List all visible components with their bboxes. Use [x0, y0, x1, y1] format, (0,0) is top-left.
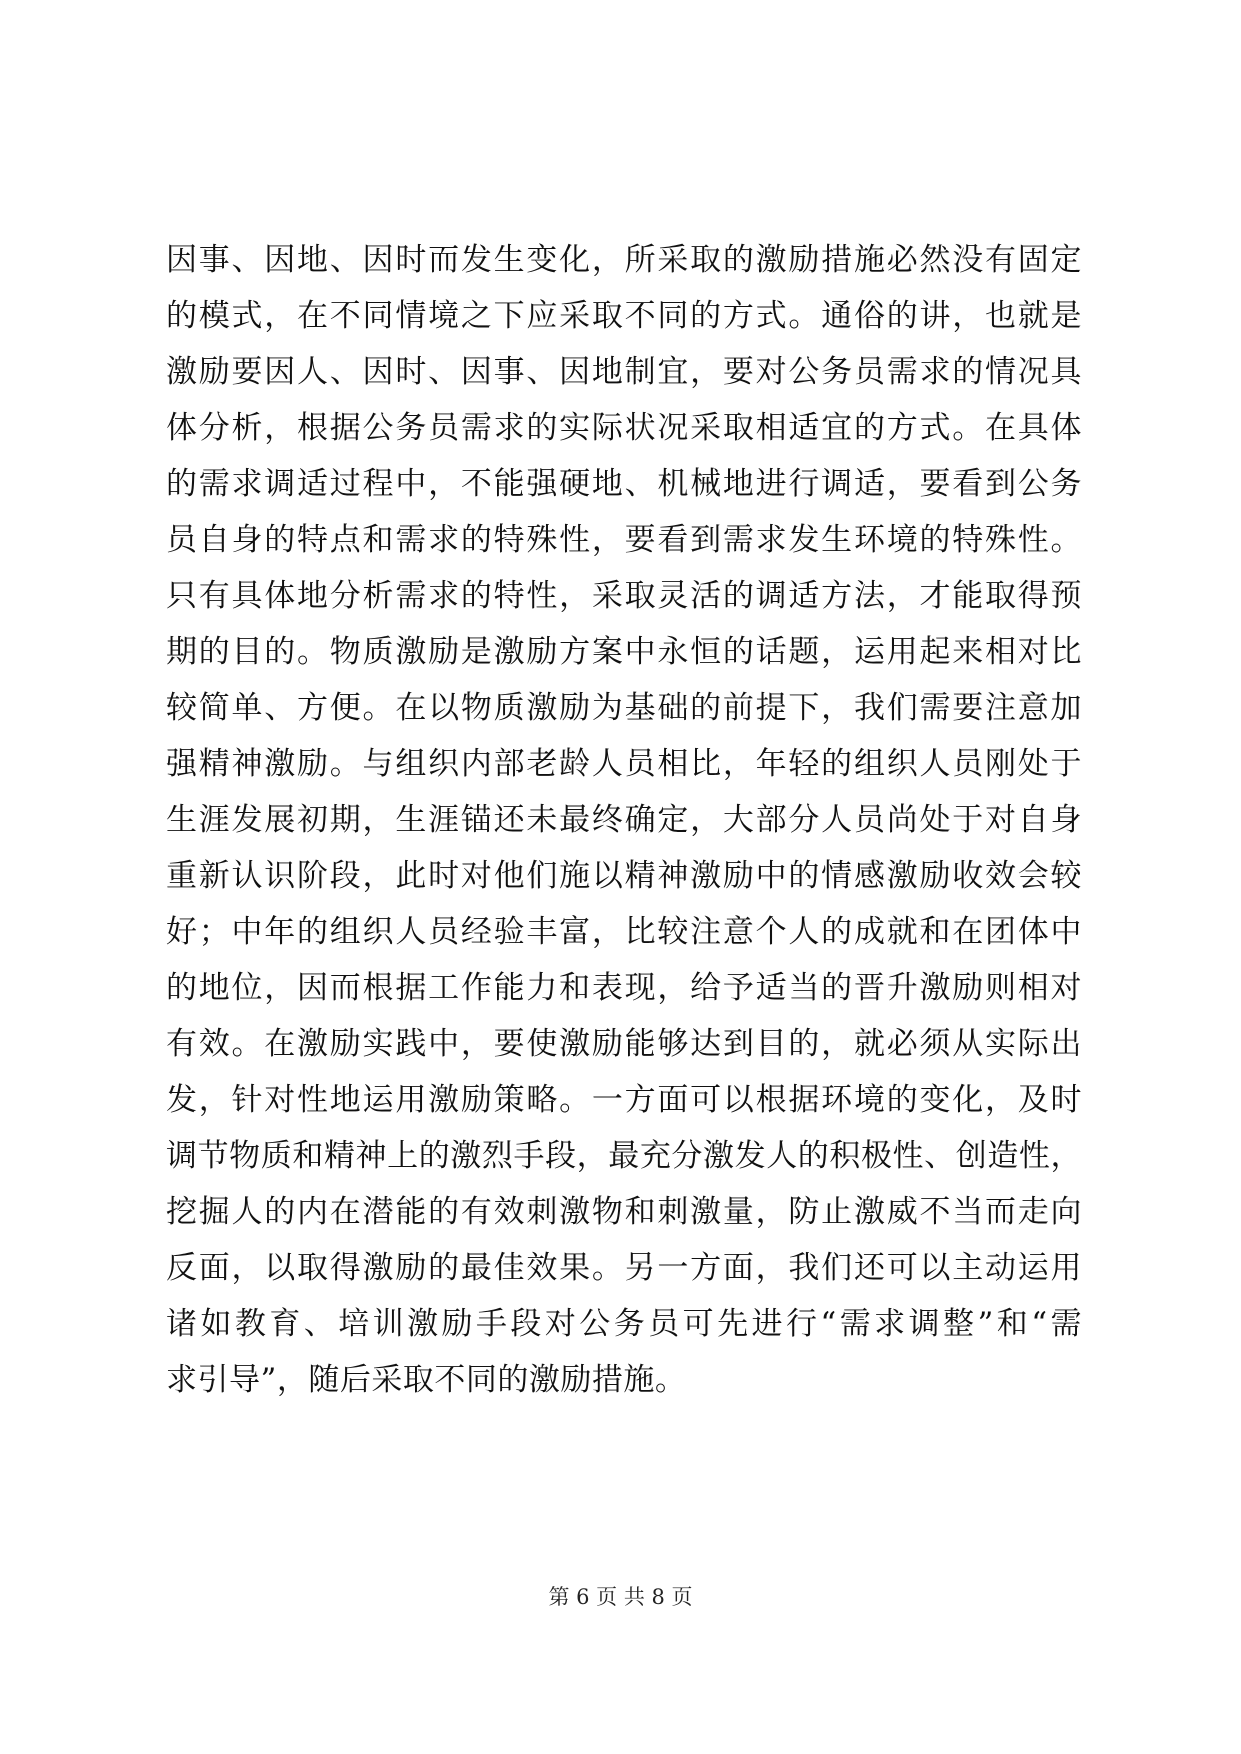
text-line: 挖掘人的内在潜能的有效刺激物和刺激量，防止激威不当而走向 — [166, 1194, 1082, 1230]
text-line: 期的目的。物质激励是激励方案中永恒的话题，运用起来相对比 — [166, 634, 1082, 670]
text-line: 体分析，根据公务员需求的实际状况采取相适宜的方式。在具体 — [166, 410, 1082, 446]
text-line: 因事、因地、因时而发生变化，所采取的激励措施必然没有固定 — [166, 242, 1082, 278]
page-number-footer: 第 6 页 共 8 页 — [548, 1585, 693, 1609]
text-line: 诸如教育、培训激励手段对公务员可先进行“需求调整”和“需 — [166, 1306, 1082, 1342]
text-line: 调节物质和精神上的激烈手段，最充分激发人的积极性、创造性， — [166, 1138, 1082, 1174]
text-line: 的地位，因而根据工作能力和表现，给予适当的晋升激励则相对 — [166, 970, 1082, 1006]
text-line: 较简单、方便。在以物质激励为基础的前提下，我们需要注意加 — [166, 690, 1082, 726]
text-line: 员自身的特点和需求的特殊性，要看到需求发生环境的特殊性。 — [166, 522, 1082, 558]
text-line: 重新认识阶段，此时对他们施以精神激励中的情感激励收效会较 — [166, 858, 1082, 894]
text-line: 发，针对性地运用激励策略。一方面可以根据环境的变化，及时 — [166, 1082, 1082, 1118]
body-paragraph — [166, 232, 1082, 1408]
text-line: 只有具体地分析需求的特性，采取灵活的调适方法，才能取得预 — [166, 578, 1082, 614]
text-line: 的需求调适过程中，不能强硬地、机械地进行调适，要看到公务 — [166, 466, 1082, 502]
text-line: 生涯发展初期，生涯锚还未最终确定，大部分人员尚处于对自身 — [166, 802, 1082, 838]
text-line: 反面，以取得激励的最佳效果。另一方面，我们还可以主动运用 — [166, 1250, 1082, 1286]
text-line: 有效。在激励实践中，要使激励能够达到目的，就必须从实际出 — [166, 1026, 1082, 1062]
text-line: 的模式，在不同情境之下应采取不同的方式。通俗的讲，也就是 — [166, 298, 1082, 334]
text-line: 好；中年的组织人员经验丰富，比较注意个人的成就和在团体中 — [166, 914, 1082, 950]
text-line: 求引导”，随后采取不同的激励措施。 — [166, 1362, 687, 1398]
text-line: 激励要因人、因时、因事、因地制宜，要对公务员需求的情况具 — [166, 354, 1082, 390]
text-line: 强精神激励。与组织内部老龄人员相比，年轻的组织人员刚处于 — [166, 746, 1082, 782]
